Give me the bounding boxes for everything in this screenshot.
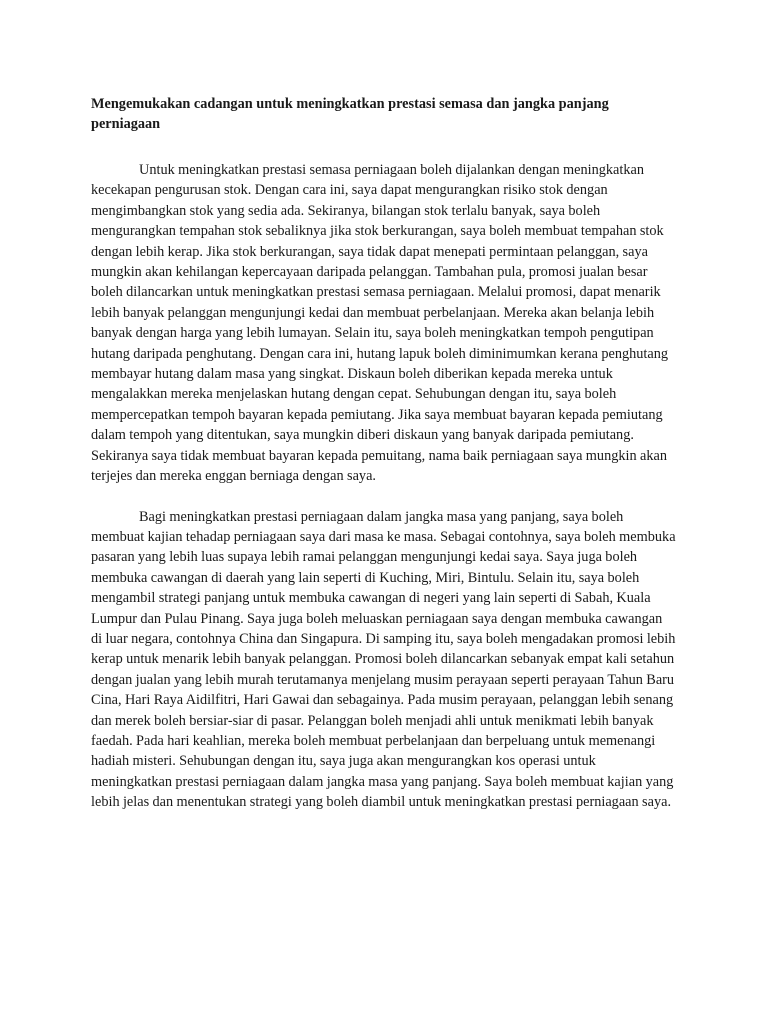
paragraph-long-term-performance: Bagi meningkatkan prestasi perniagaan dalam jangka masa yang panjang, saya boleh membuat kajian tehadap perniagaan saya dari masa ke masa. Sebagai contohnya, saya boleh membuka pasaran yang lebih luas supaya lebih ramai pelanggan mengunjungi kedai saya. Saya juga boleh membuka cawangan di daerah yang lain seperti di Kuching, Miri, Bintulu. Selain itu, saya boleh mengambil strategi panjang untuk membuka cawangan di negeri yang lain seperti di Sabah, Kuala Lumpur dan Pulau Pinang. Saya juga boleh meluaskan perniagaan saya dengan membuka cawangan di luar negara, contohnya China dan Singapura. Di samping itu, saya boleh mengadakan promosi lebih kerap untuk menarik lebih banyak pelanggan. Promosi boleh dilancarkan sebanyak empat kali setahun dengan jualan yang lebih murah terutamanya menjelang musim perayaan seperti perayaan Tahun Baru Cina, Hari Raya Aidilfitri, Hari Gawai dan sebagainya. Pada musim perayaan, pelanggan lebih senang dan merek boleh bersiar-siar di pasar. Pelanggan boleh menjadi ahli untuk menikmati lebih banyak faedah. Pada hari keahlian, mereka boleh membuat perbelanjaan dan berpeluang untuk memenangi hadiah misteri. Sehubungan dengan itu, saya juga akan mengurangkan kos operasi untuk meningkatkan prestasi perniagaan dalam jangka masa yang panjang. Saya boleh membuat kajian yang lebih jelas dan menentukan strategi yang boleh diambil untuk meningkatkan prestasi perniagaan saya. (91, 508, 676, 811)
document-title: Mengemukakan cadangan untuk meningkatkan prestasi semasa dan jangka panjang perniagaan (91, 96, 609, 132)
document-body (91, 94, 676, 833)
paragraph-current-performance: Untuk meningkatkan prestasi semasa perniagaan boleh dijalankan dengan meningkatkan kecekapan pengurusan stok. Dengan cara ini, saya dapat mengurangkan risiko stok dengan mengimbangkan stok yang sedia ada. Sekiranya, bilangan stok terlalu banyak, saya boleh mengurangkan tempahan stok sebaliknya jika stok berkurangan, saya boleh membuat tempahan stok dengan lebih kerap. Jika stok berkurangan, saya tidak dapat menepati permintaan pelanggan, saya mungkin akan kehilangan kepercayaan daripada pelanggan. Tambahan pula, promosi jualan besar boleh dilancarkan untuk meningkatkan prestasi semasa perniagaan. Melalui promosi, dapat menarik lebih banyak pelanggan mengunjungi kedai dan membuat perbelanjaan. Mereka akan belanja lebih banyak dengan harga yang lebih lumayan. Selain itu, saya boleh meningkatkan tempoh pengutipan hutang daripada penghutang. Dengan cara ini, hutang lapuk boleh diminimumkan kerana penghutang membayar hutang dalam masa yang singkat. Diskaun boleh diberikan kepada mereka untuk mengalakkan mereka menjelaskan hutang dengan cepat. Sehubungan dengan itu, saya boleh mempercepatkan tempoh bayaran kepada pemiutang. Jika saya membuat bayaran kepada pemiutang dalam tempoh yang ditentukan, saya mungkin diberi diskaun yang banyak daripada pemiutang. Sekiranya saya tidak membuat bayaran kepada pemuitang, nama baik perniagaan saya mungkin akan terjejes dan mereka enggan berniaga dengan saya. (91, 162, 669, 485)
